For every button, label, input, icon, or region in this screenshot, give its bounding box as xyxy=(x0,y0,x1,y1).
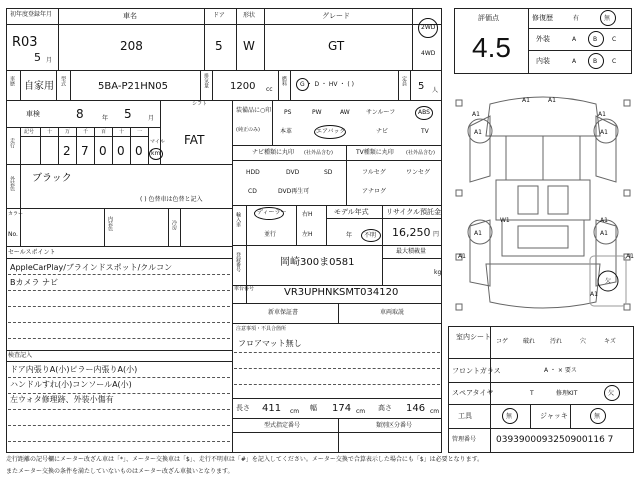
score-label: 評価点 xyxy=(478,14,499,22)
diagram-mark-10: A1 xyxy=(458,253,466,260)
navi-dvd: DVD xyxy=(286,169,300,176)
diagram-mark-9: A1 xyxy=(600,230,608,237)
tv-analog: アナログ xyxy=(362,188,387,195)
tools-label: 工具 xyxy=(458,412,472,420)
new-car-warranty: 新車保証書 xyxy=(268,309,299,316)
drive-2wd: 2WD xyxy=(421,24,436,31)
mileage-unit-0: 記号 xyxy=(24,129,35,135)
diagram-mark-6: W1 xyxy=(500,217,510,224)
diagram-glass-mark: 欠 xyxy=(605,278,612,285)
mileage-unit-1: 十 xyxy=(47,129,53,135)
navi-sub: (社外品含む) xyxy=(304,150,333,156)
doors-value: 5 xyxy=(215,39,223,53)
diagram-mark-8: A1 xyxy=(474,230,482,237)
ext-grade-c: C xyxy=(612,36,617,43)
recycle-yen: 円 xyxy=(433,231,440,238)
import-left: 左H xyxy=(302,231,313,238)
mileage-unit-5: 十 xyxy=(119,129,125,135)
inspector-line2: ハンドルすれ(小)コンソールA(小) xyxy=(10,380,132,389)
mileage-label: 走行 xyxy=(9,138,15,148)
mileage-digit-1: 7 xyxy=(81,144,89,158)
caution-text: フロアマット無し xyxy=(238,339,302,348)
equipment-sublabel: (純正のみ) xyxy=(236,127,260,133)
inspection-month: 5 xyxy=(124,107,132,121)
height-cm: cm xyxy=(430,408,440,415)
inspection-nen: 年 xyxy=(102,115,109,122)
height-value: 146 xyxy=(406,403,426,414)
length-cm: cm xyxy=(290,408,300,415)
recycle-value: 16,250 xyxy=(392,226,431,239)
int-grade-a: A xyxy=(572,58,577,65)
equip-tv: TV xyxy=(421,128,429,135)
model-year-nen: 年 xyxy=(346,232,353,239)
capacity-label: 定員 xyxy=(401,76,407,86)
fuel-label: 燃料 xyxy=(281,76,287,86)
model-value: 208 xyxy=(120,39,143,53)
diagram-mark-5: A1 xyxy=(600,129,608,136)
repair-label: 修復歴 xyxy=(532,14,553,22)
fuel-options: G ・ D ・ HV ・ ( ) xyxy=(300,81,354,88)
mileage-unit-2: 万 xyxy=(65,129,71,135)
vin-label: 車台番号 xyxy=(234,286,255,292)
length-value: 411 xyxy=(262,403,282,414)
import-right: 右H xyxy=(302,211,313,218)
mileage-unit-6: 一 xyxy=(137,129,143,135)
equip-aw: AW xyxy=(340,109,350,116)
exterior-color: ブラック xyxy=(32,173,72,184)
inspection-year: 8 xyxy=(76,107,84,121)
no-label: No. xyxy=(8,231,18,238)
max-load-label: 最大積載量 xyxy=(396,248,427,255)
type-no-label: 型式指定番号 xyxy=(264,422,301,429)
displacement-value: 1200 xyxy=(230,81,256,92)
spare-label: スペアタイヤ xyxy=(452,389,494,397)
tv-label: TV種類に丸印 xyxy=(356,149,394,156)
shape-value: W xyxy=(243,39,255,53)
exterior-note: ( ) 色替車は色替と記入 xyxy=(140,196,203,203)
equip-abs: ABS xyxy=(418,109,430,116)
width-label: 幅 xyxy=(310,404,317,412)
import-parallel: 並行 xyxy=(264,231,277,238)
footer-line1: 走行距離の記号欄にメーター改ざん車は「*」、メーター交換車は「$」、走行不明車は「#」を記入してください。メーター交換で合算表示した場合にも「$」は必要となります。 xyxy=(6,456,484,463)
cold-label: 冷房 xyxy=(171,220,177,230)
use-value: 自家用 xyxy=(24,81,54,92)
ext-grade-b: B xyxy=(593,36,598,43)
exterior-grade-label: 外装 xyxy=(536,35,550,43)
exterior-label: 外装色 xyxy=(9,176,15,191)
inspector-label: 検査記入 xyxy=(8,352,33,359)
seat-item-3: 穴 xyxy=(580,338,587,345)
equip-navi: ナビ xyxy=(376,128,389,135)
equip-airbag: エアバック xyxy=(316,128,346,135)
jack-value: 無 xyxy=(594,413,601,420)
int-grade-b: B xyxy=(593,58,598,65)
shape-label: 形状 xyxy=(243,12,256,19)
tv-sub: (社外品含む) xyxy=(406,150,435,156)
type-label: 型式 xyxy=(60,76,66,86)
tv-oneseg: ワンセグ xyxy=(406,169,431,176)
seat-item-1: 破れ xyxy=(523,338,536,345)
model-year-unknown: 不明 xyxy=(364,232,377,239)
month-unit: 月 xyxy=(46,57,53,64)
height-label: 高さ xyxy=(378,404,392,412)
mgmt-value: 0393900093250900116 7 xyxy=(496,435,614,445)
spare-kit: 修理KIT xyxy=(556,390,578,397)
interior-grade-label: 内装 xyxy=(536,57,550,65)
reg-year-label: 初年度登録年月 xyxy=(10,11,53,18)
mgmt-label: 管理番号 xyxy=(452,436,477,443)
import-label: 輸入車 xyxy=(235,212,241,227)
glass-label: フロントガラス xyxy=(452,367,501,375)
seat-item-2: 汚れ xyxy=(550,338,563,345)
vin-value: VR3UPHNKSMT034120 xyxy=(284,287,399,298)
mileage-digit-3: 0 xyxy=(117,144,125,158)
glass-value: A ・ × 要ス xyxy=(544,367,577,374)
equip-leather: 本革 xyxy=(280,128,293,135)
diagram-mark-1: A1 xyxy=(548,97,556,104)
doors-label: ドア xyxy=(213,12,225,19)
mileage-unit-4: 百 xyxy=(101,129,107,135)
diagram-mark-2: A1 xyxy=(472,111,480,118)
equipment-label: 装備品に○印 xyxy=(236,107,272,114)
use-label: 車歴 xyxy=(9,76,15,86)
equip-ps: PS xyxy=(284,109,292,116)
spare-missing: 欠 xyxy=(608,390,615,397)
equip-pw: PW xyxy=(312,109,322,116)
inspection-label: 車検 xyxy=(26,110,40,118)
mile-unit: マイル xyxy=(150,139,165,145)
inspector-line1: ドア内張りA(小)ピラー内張りA(小) xyxy=(10,365,138,374)
diagram-mark-0: A1 xyxy=(522,97,530,104)
mileage-digit-2: 0 xyxy=(99,144,107,158)
diagram-mark-11: A1 xyxy=(626,253,634,260)
drive-4wd: 4WD xyxy=(421,50,436,57)
length-label: 長さ xyxy=(236,404,250,412)
navi-hdd: HDD xyxy=(246,169,260,176)
model-label: 車名 xyxy=(123,12,137,20)
reg-year: R03 xyxy=(12,35,38,50)
diagram-mark-7: A1 xyxy=(600,217,608,224)
persons-unit: 人 xyxy=(432,87,439,94)
sales-point-line2: Bカメラ ナビ xyxy=(10,278,59,287)
shift-label: シフト xyxy=(192,101,208,107)
kg-unit: kg xyxy=(434,269,442,276)
recycle-label: リサイクル預託金 xyxy=(386,208,442,216)
cc-unit: cc xyxy=(266,86,273,93)
navi-sd: SD xyxy=(324,169,333,176)
diagram-mark-3: A1 xyxy=(598,111,606,118)
tools-value: 無 xyxy=(506,413,513,420)
km-unit: km xyxy=(151,150,161,157)
seat-item-4: キズ xyxy=(604,338,616,345)
score-value: 4.5 xyxy=(472,32,511,63)
capacity-value: 5 xyxy=(418,81,425,92)
inspection-tsuki: 月 xyxy=(148,115,155,122)
model-year-label: モデル年式 xyxy=(334,208,369,216)
car-manual: 車両取説 xyxy=(380,309,405,316)
color-label: カラー xyxy=(8,211,24,217)
registration-label: 登録番号 xyxy=(235,252,241,272)
navi-cd: CD xyxy=(248,188,257,195)
mileage-digit-4: 0 xyxy=(135,144,143,158)
equip-sunroof: サンルーフ xyxy=(366,109,396,116)
naisou-label: 内装色 xyxy=(107,216,113,231)
repair-yes: 有 xyxy=(573,15,580,22)
displacement-label: 排気量 xyxy=(203,73,209,88)
sales-point-label: セールスポイント xyxy=(8,249,56,256)
tv-fullseg: フルセグ xyxy=(362,169,386,176)
footer-line2: またメーター交換の条件を満たしていないものはメーター改ざん車扱いとなります。 xyxy=(6,468,234,475)
width-cm: cm xyxy=(356,408,366,415)
seat-item-0: コゲ xyxy=(496,338,509,345)
shift-value: FAT xyxy=(184,133,205,147)
jack-label: ジャッキ xyxy=(540,412,568,420)
repair-no: 無 xyxy=(604,15,611,22)
inspector-line3: 左ウォタ修理跡、外装小傷有 xyxy=(10,395,114,404)
import-dealer: ディーラー xyxy=(257,209,287,216)
spare-t: T xyxy=(530,390,534,397)
ext-grade-a: A xyxy=(572,36,577,43)
diagram-mark-4: A1 xyxy=(474,129,482,136)
navi-dvd-play: DVD再生可 xyxy=(278,188,310,195)
type-value: 5BA-P21HN05 xyxy=(98,81,168,92)
grade-label: グレード xyxy=(322,12,350,20)
sales-point-line1: AppleCarPlay/ブラインドスポット/クルコン xyxy=(10,263,173,272)
grade-value: GT xyxy=(328,39,345,53)
seat-label: 室内シート xyxy=(456,333,491,341)
car-diagram xyxy=(450,86,636,322)
navi-label: ナビ種類に丸印 xyxy=(252,149,295,156)
diagram-mark-12: A1 xyxy=(590,291,598,298)
reg-month: 5 xyxy=(34,51,41,64)
mileage-digit-0: 2 xyxy=(63,144,71,158)
int-grade-c: C xyxy=(612,58,617,65)
width-value: 174 xyxy=(332,403,352,414)
class-no-label: 類別区分番号 xyxy=(376,422,413,429)
mileage-unit-3: 千 xyxy=(83,129,89,135)
registration-value: 岡崎300ま0581 xyxy=(280,257,355,268)
caution-label: 注意事項・不具合箇所 xyxy=(236,326,287,332)
